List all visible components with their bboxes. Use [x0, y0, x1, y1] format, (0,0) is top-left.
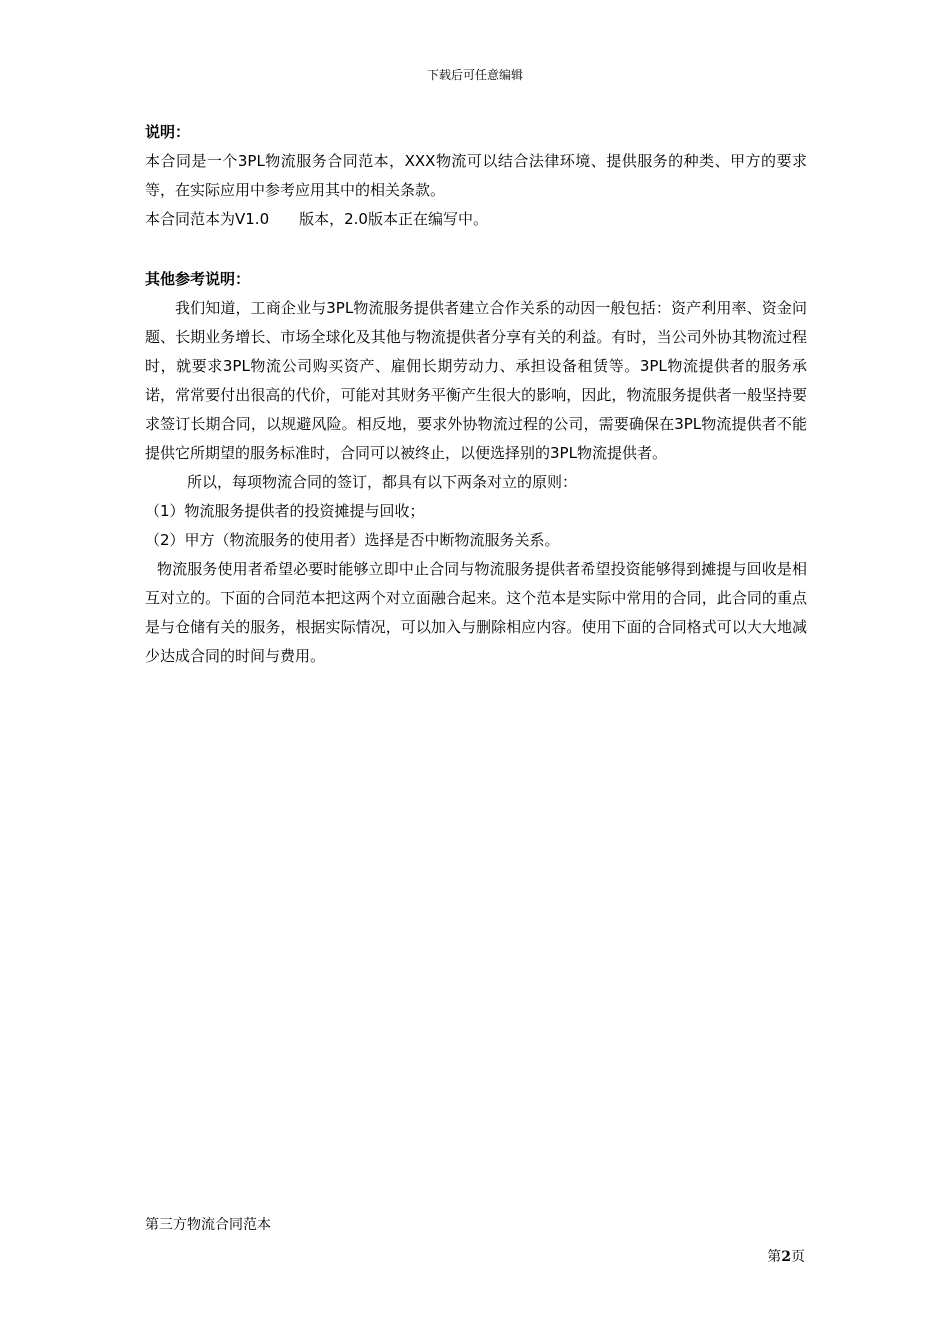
principle-item-1: （1）物流服务提供者的投资摊提与回收；: [145, 502, 425, 520]
page-suffix: 页: [791, 1249, 805, 1265]
footer-page-number: [767, 1246, 805, 1266]
section-title-notes: 说明：: [145, 123, 191, 141]
principle-item-2: （2）甲方（物流服务的使用者）选择是否中断物流服务关系。: [145, 531, 560, 549]
notes-paragraph-1: 本合同是一个3PL物流服务合同范本，XXX物流可以结合法律环境、提供服务的种类、甲方的要求等，在实际应用中参考应用其中的相关条款。: [145, 152, 807, 199]
footer-doc-title: 第三方物流合同范本: [145, 1217, 271, 1233]
section-title-other-notes: 其他参考说明：: [145, 270, 251, 288]
page-number: 2: [781, 1249, 791, 1265]
other-notes-paragraph-3: 物流服务使用者希望必要时能够立即中止合同与物流服务提供者希望投资能够得到摊提与回收是相互对立的。下面的合同范本把这两个对立面融合起来。这个范本是实际中常用的合同，此合同的重点是与仓储有关的服务，根据实际情况，可以加入与删除相应内容。使用下面的合同格式可以大大地减少达成合同的时间与费用。: [145, 560, 807, 665]
other-notes-paragraph-2: 所以，每项物流合同的签订，都具有以下两条对立的原则：: [187, 473, 578, 491]
notes-paragraph-version: 本合同范本为V1.0 版本，2.0版本正在编写中。: [145, 210, 488, 228]
header-note: 下载后可任意编辑: [426, 68, 523, 82]
section-spacer: [145, 234, 807, 265]
page-prefix: 第: [767, 1249, 782, 1265]
document-body: [145, 118, 807, 671]
other-notes-paragraph-1: 我们知道，工商企业与3PL物流服务提供者建立合作关系的动因一般包括：资产利用率、资金问题、长期业务增长、市场全球化及其他与物流提供者分享有关的利益。有时，当公司外协其物流过程时，就要求3PL物流公司购买资产、雇佣长期劳动力、承担设备租赁等。3PL物流提供者的服务承诺，常常要付出很高的代价，可能对其财务平衡产生很大的影响，因此，物流服务提供者一般坚持要求签订长期合同，以规避风险。相反地，要求外协物流过程的公司，需要确保在3PL物流提供者不能提供它所期望的服务标准时，合同可以被终止，以便选择别的3PL物流提供者。: [145, 299, 807, 462]
